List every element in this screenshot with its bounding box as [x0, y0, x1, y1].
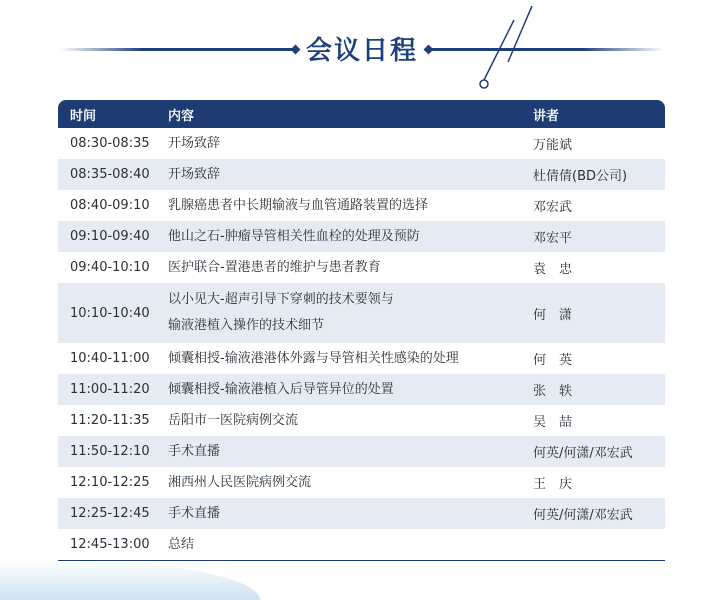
row-time: 10:10-10:40 — [70, 305, 150, 321]
row-content-line: 开场致辞 — [168, 135, 221, 151]
row-speaker: 吴 喆 — [533, 415, 573, 430]
row-time: 11:20-11:35 — [70, 413, 150, 428]
slash-decoration-icon — [470, 0, 550, 95]
table-row — [58, 436, 665, 467]
row-time: 11:00-11:20 — [70, 382, 150, 397]
table-body — [58, 128, 665, 560]
header-speaker: 讲者 — [533, 108, 560, 124]
row-content-line: 倾囊相授-输液港港体外露与导管相关性感染的处理 — [168, 350, 459, 366]
row-content — [168, 408, 533, 434]
row-time: 12:25-12:45 — [70, 506, 150, 521]
row-content — [168, 224, 533, 250]
header-content: 内容 — [168, 108, 195, 124]
row-time: 12:10-12:25 — [70, 475, 150, 490]
wave-decoration — [0, 560, 260, 600]
row-speaker: 张 轶 — [533, 384, 573, 399]
title-dot-left — [291, 45, 301, 55]
row-content — [168, 193, 533, 219]
row-content-line: 以小见大-超声引导下穿刺的技术要领与 — [168, 292, 394, 307]
row-content-line: 总结 — [168, 536, 195, 552]
row-speaker: 王 庆 — [533, 477, 573, 492]
row-content-line: 湘西州人民医院病例交流 — [168, 474, 312, 490]
row-content-line: 岳阳市一医院病例交流 — [168, 412, 299, 428]
schedule-table — [58, 100, 665, 561]
table-row — [58, 467, 665, 498]
table-bottom-rule — [58, 560, 665, 561]
table-row — [58, 159, 665, 190]
row-content — [168, 287, 533, 339]
table-row — [58, 252, 665, 283]
row-content-line: 开场致辞 — [168, 166, 221, 182]
table-row — [58, 221, 665, 252]
row-speaker: 万能斌 — [533, 138, 573, 153]
page-title: 会议日程 — [305, 36, 418, 66]
row-speaker: 何英/何潇/邓宏武 — [533, 446, 633, 461]
row-speaker: 杜倩倩(BD公司) — [533, 169, 628, 184]
row-time: 12:45-13:00 — [70, 537, 150, 552]
row-time: 09:10-09:40 — [70, 229, 150, 244]
row-content — [168, 470, 533, 496]
row-content-line: 输液港植入操作的技术细节 — [168, 318, 325, 333]
row-speaker: 邓宏武 — [533, 200, 573, 215]
row-time: 09:40-10:10 — [70, 260, 150, 275]
row-time: 08:35-08:40 — [70, 167, 150, 182]
table-row — [58, 128, 665, 159]
table-row — [58, 529, 665, 560]
row-content — [168, 532, 533, 558]
row-time: 10:40-11:00 — [70, 351, 150, 366]
row-content-line: 手术直播 — [168, 505, 221, 521]
table-row — [58, 498, 665, 529]
row-speaker: 袁 忠 — [533, 262, 573, 277]
row-speaker: 邓宏平 — [533, 231, 573, 246]
row-content — [168, 377, 533, 403]
row-time: 08:30-08:35 — [70, 136, 150, 151]
row-content-line: 倾囊相授-输液港植入后导管异位的处置 — [168, 381, 394, 397]
row-content-line: 他山之石-肿瘤导管相关性血栓的处理及预防 — [168, 228, 420, 244]
row-content-line: 医护联合-置港患者的维护与患者教育 — [168, 259, 381, 275]
table-row — [58, 374, 665, 405]
row-content — [168, 255, 533, 281]
table-row — [58, 343, 665, 374]
table-header — [58, 100, 665, 128]
table-row — [58, 190, 665, 221]
title-divider-left — [60, 48, 296, 51]
row-content — [168, 131, 533, 157]
row-time: 08:40-09:10 — [70, 198, 150, 213]
row-time: 11:50-12:10 — [70, 444, 150, 459]
table-row — [58, 405, 665, 436]
row-speaker: 何 英 — [533, 353, 573, 368]
row-speaker: 何 潇 — [533, 307, 573, 323]
row-speaker: 何英/何潇/邓宏武 — [533, 508, 633, 523]
title-area — [0, 0, 724, 100]
row-content-line: 手术直播 — [168, 443, 221, 459]
header-time: 时间 — [70, 108, 97, 124]
table-row — [58, 283, 665, 343]
row-content-line: 乳腺癌患者中长期输液与血管通路装置的选择 — [168, 197, 429, 213]
row-content — [168, 501, 533, 527]
row-content — [168, 162, 533, 188]
row-content — [168, 346, 533, 372]
row-content — [168, 439, 533, 465]
